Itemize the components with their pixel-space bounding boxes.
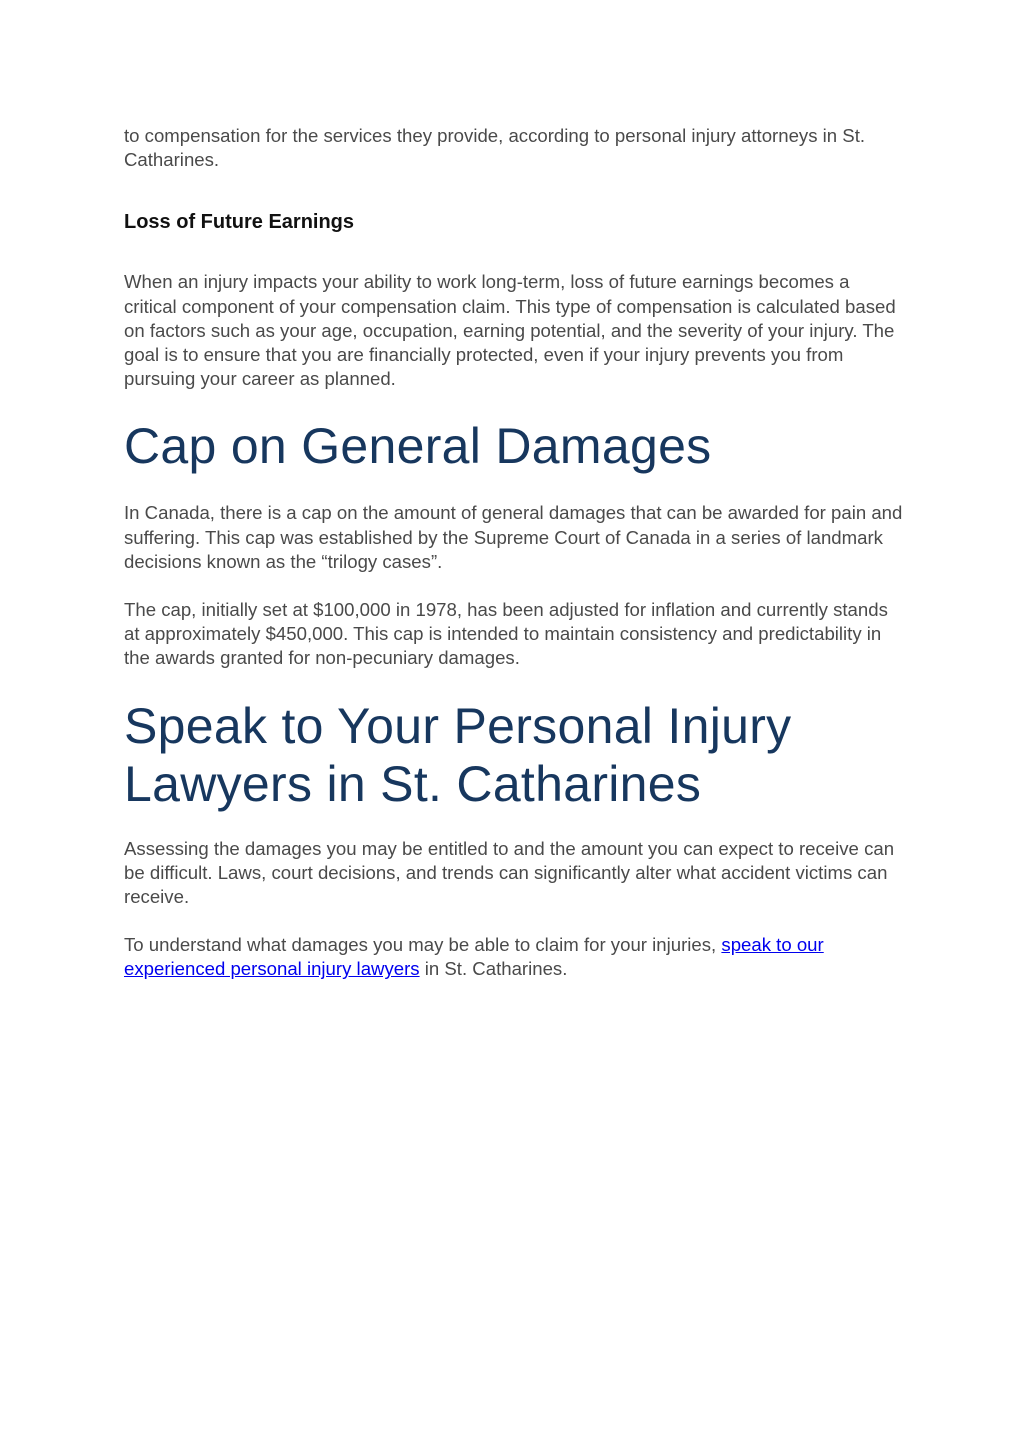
loss-of-future-earnings-heading: Loss of Future Earnings xyxy=(124,211,355,234)
cap-paragraph-2: The cap, initially set at $100,000 in 1978, has been adjusted for inflation and currently stands at approximately $450,000. This cap is intended to maintain consistency and predictability in the awards granted for non-pecuniary damages. xyxy=(124,599,888,669)
speak-paragraph-2 xyxy=(124,933,904,981)
cap-paragraph-1: In Canada, there is a cap on the amount of general damages that can be awarded for pain and suffering. This cap was established by the Supreme Court of Canada in a series of landmark decisions known as the “trilogy cases”. xyxy=(124,502,903,572)
speak-paragraph-2-tail: in St. Catharines. xyxy=(419,958,568,980)
speak-paragraph-1: Assessing the damages you may be entitled to and the amount you can expect to receive can be difficult. Laws, court decisions, and trends can significantly alter what accident victims can receive. xyxy=(124,837,895,908)
cap-on-general-damages-heading: Cap on General Damages xyxy=(124,418,712,475)
loss-of-future-earnings-paragraph: When an injury impacts your ability to work long-term, loss of future earnings becomes a critical component of your compensation claim. This type of compensation is calculated based on factors such as your age, occupation, earning potential, and the severity of your injury. The goal is to ensure that you are financially protected, even if your injury prevents you from pursuing your career as planned. xyxy=(124,271,896,390)
document-page xyxy=(124,124,904,982)
speak-to-lawyers-link[interactable]: speak to our experienced personal injury lawyers xyxy=(124,934,824,980)
speak-paragraph-2-lead: To understand what damages you may be able to claim for your injuries, xyxy=(124,934,722,956)
intro-paragraph: to compensation for the services they provide, according to personal injury attorneys in St. Catharines. xyxy=(124,125,866,171)
speak-to-lawyers-heading: Speak to Your Personal Injury Lawyers in St. Catharines xyxy=(124,697,792,812)
